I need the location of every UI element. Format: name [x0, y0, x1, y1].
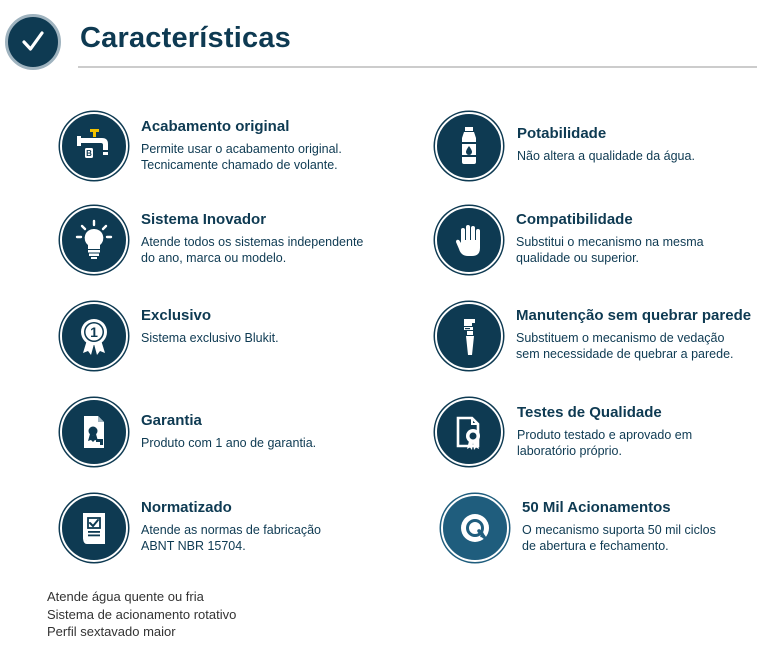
- feature-title: Normatizado: [141, 499, 232, 516]
- feature-title: Garantia: [141, 412, 202, 429]
- feature-description: Substituem o mecanismo de vedação sem necessidade de quebrar a parede.: [516, 331, 734, 361]
- svg-text:1: 1: [90, 324, 98, 340]
- medal-icon: [72, 314, 116, 358]
- feature-description: Não altera a qualidade da água.: [517, 149, 695, 163]
- feature-title: Exclusivo: [141, 307, 212, 324]
- standards-book-icon: [72, 506, 116, 550]
- feature-description: Produto testado e aprovado em laboratório próprio.: [517, 428, 693, 458]
- title-divider: [78, 66, 757, 68]
- feature-title: Compatibilidade: [516, 211, 633, 228]
- checkmark-icon: [18, 27, 48, 57]
- feature-icon-circle: [435, 206, 503, 274]
- feature-icon-circle: [60, 302, 128, 370]
- feature-icon-circle: [435, 398, 503, 466]
- feature-title: Sistema Inovador: [141, 211, 267, 228]
- feature-description: Produto com 1 ano de garantia.: [141, 436, 317, 450]
- faucet-icon: [72, 124, 116, 168]
- feature-description: Permite usar o acabamento original. Tecnicamente chamado de volante.: [141, 142, 342, 172]
- feature-title: Acabamento original: [141, 118, 290, 135]
- extra-features-list: [47, 588, 236, 641]
- extra-feature-item: Sistema de acionamento rotativo: [47, 606, 237, 622]
- header-badge: [5, 14, 61, 70]
- feature-icon-circle: [60, 398, 128, 466]
- feature-icon-circle: [60, 112, 128, 180]
- feature-description: Substitui o mecanismo na mesma qualidade ou superior.: [516, 235, 704, 265]
- feature-icon-circle: [60, 494, 128, 562]
- page-title: Características: [80, 22, 291, 54]
- lightbulb-icon: [72, 218, 116, 262]
- feature-description: Sistema exclusivo Blukit.: [141, 331, 279, 345]
- extra-feature-item: Perfil sextavado maior: [47, 624, 176, 639]
- quality-seal-icon: [447, 410, 491, 454]
- hand-icon: [447, 218, 491, 262]
- rotation-icon: [453, 506, 497, 550]
- feature-title: Potabilidade: [517, 125, 607, 142]
- extra-feature-item: Atende água quente ou fria: [47, 589, 204, 604]
- feature-icon-circle: [435, 112, 503, 180]
- svg-text:B: B: [86, 149, 92, 158]
- feature-description: Atende as normas de fabricação ABNT NBR 15704.: [141, 523, 321, 553]
- feature-description: Atende todos os sistemas independente do ano, marca ou modelo.: [141, 235, 364, 265]
- feature-description: O mecanismo suporta 50 mil ciclos de abertura e fechamento.: [522, 523, 716, 553]
- water-bottle-icon: [447, 124, 491, 168]
- feature-icon-circle: [441, 494, 509, 562]
- certificate-document-icon: [72, 410, 116, 454]
- feature-title: 50 Mil Acionamentos: [522, 499, 671, 516]
- feature-title: Testes de Qualidade: [517, 404, 662, 421]
- feature-icon-circle: [435, 302, 503, 370]
- pipe-wrench-icon: [447, 314, 491, 358]
- feature-icon-circle: [60, 206, 128, 274]
- feature-title: Manutenção sem quebrar parede: [516, 307, 752, 324]
